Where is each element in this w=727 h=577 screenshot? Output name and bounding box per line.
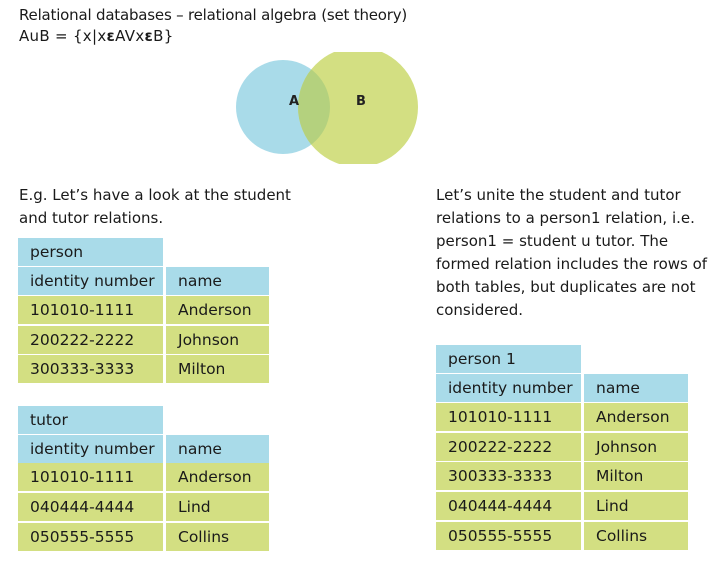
element-of-symbol: ε (106, 27, 116, 45)
table-cell: 101010-1111 (18, 463, 163, 491)
union-paragraph: Let’s unite the student and tutor relations to a person1 relation, i.e. person1 = student u tutor. The formed relation includes the rows of both tables, but duplicates are not considered. (436, 186, 708, 319)
table-cell: 050555-5555 (18, 523, 163, 551)
table-cell: 050555-5555 (436, 522, 581, 550)
set-a-label: A (289, 94, 300, 109)
column-header-name: name (166, 435, 269, 463)
table-name: tutor (18, 406, 163, 434)
table-cell: Johnson (584, 433, 688, 461)
page-title: Relational databases – relational algebra (set theory) (19, 6, 408, 24)
table-cell: 101010-1111 (18, 296, 163, 324)
table-cell: Lind (166, 493, 269, 521)
table-cell: 040444-4444 (436, 492, 581, 520)
table-name: person (18, 238, 163, 266)
table-cell: Anderson (584, 403, 688, 431)
table-cell: Collins (166, 523, 269, 551)
intro-paragraph: E.g. Let’s have a look at the student and tutor relations. (19, 186, 291, 227)
table-cell: Milton (166, 355, 269, 383)
table-cell: Collins (584, 522, 688, 550)
table-cell: Anderson (166, 463, 269, 491)
table-cell: 300333-3333 (436, 462, 581, 490)
table-cell: 200222-2222 (18, 326, 163, 354)
table-cell: 040444-4444 (18, 493, 163, 521)
column-header-identity: identity number (18, 435, 163, 463)
table-name: person 1 (436, 345, 581, 373)
column-header-name: name (166, 267, 269, 295)
column-header-identity: identity number (18, 267, 163, 295)
table-cell: Johnson (166, 326, 269, 354)
table-cell: 200222-2222 (436, 433, 581, 461)
table-cell: 300333-3333 (18, 355, 163, 383)
table-cell: 101010-1111 (436, 403, 581, 431)
formula-part: B} (153, 27, 174, 45)
table-cell: Lind (584, 492, 688, 520)
set-b-label: B (356, 94, 366, 109)
table-cell: Anderson (166, 296, 269, 324)
formula-part: AVx (115, 27, 145, 45)
union-formula (19, 27, 174, 45)
table-cell: Milton (584, 462, 688, 490)
element-of-symbol: ε (144, 27, 154, 45)
column-header-identity: identity number (436, 374, 581, 402)
venn-diagram (230, 52, 430, 164)
formula-part: AuB = {x|x (19, 27, 107, 45)
column-header-name: name (584, 374, 688, 402)
